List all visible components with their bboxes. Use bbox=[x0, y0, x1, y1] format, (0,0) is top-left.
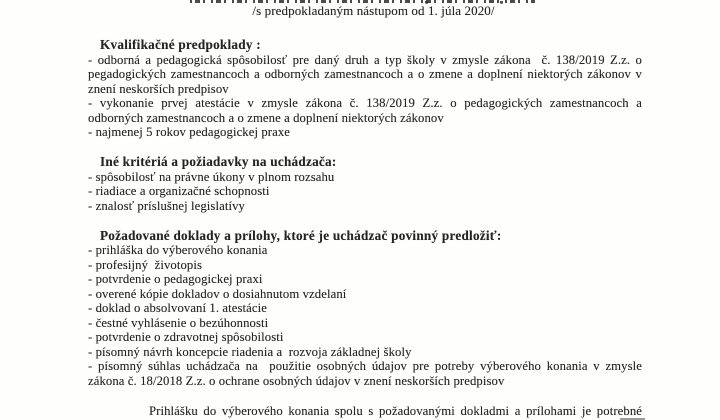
list-item: - overené kópie dokladov o dosiahnutom vzdelaní bbox=[88, 286, 347, 301]
section-heading: Kvalifikačné predpoklady : bbox=[100, 37, 261, 52]
list-item: - písomný súhlas uchádzača na použitie osobných údajov pre potreby výberového konania v zmysle zákona č. 18/2018 Z.z. o ochrane osobných údajov v znení neskorších predpisov bbox=[88, 359, 646, 388]
list-item: - najmenej 5 rokov pedagogickej praxe bbox=[88, 125, 291, 139]
list-item: - profesijný životopis bbox=[88, 257, 203, 272]
list-item: - znalosť príslušnej legislatívy bbox=[88, 198, 245, 213]
list-item: - prihláška do výberového konania bbox=[88, 243, 268, 257]
closing-paragraph: Prihlášku do výberového konania spolu s požadovanými dokladmi a prílohami je potrebné bbox=[149, 404, 642, 418]
list-item: - čestné vyhlásenie o bezúhonnosti bbox=[88, 315, 269, 330]
section-heading: Iné kritériá a požiadavky na uchádzača: bbox=[100, 154, 337, 169]
list-item: - písomný návrh koncepcie riadenia a rozvoja základnej školy bbox=[88, 344, 412, 359]
section-heading: Požadované doklady a prílohy, ktoré je uchádzač povinný predložiť: bbox=[100, 227, 502, 243]
list-item: - vykonanie prvej atestácie v zmysle zákona č. 138/2019 Z.z. o pedagogických zamestnancoch a odborných zamestnancoch a o zmene a doplnení niektorých zákonov bbox=[88, 96, 646, 125]
document-subtitle: /s predpokladaným nástupom od 1. júla 2020/ bbox=[252, 3, 495, 18]
list-item: - potvrdenie o pedagogickej praxi bbox=[88, 272, 263, 286]
clipped-bottom-line-fragment bbox=[620, 418, 645, 420]
document-content bbox=[85, 0, 646, 419]
document-body bbox=[85, 37, 646, 388]
list-item: - doklad o absolvovaní 1. atestácie bbox=[88, 301, 267, 315]
list-item: - spôsobilosť na právne úkony v plnom rozsahu bbox=[88, 169, 335, 184]
list-item: - riadiace a organizačné schopnosti bbox=[88, 184, 270, 198]
list-item: - odborná a pedagogická spôsobilosť pre daný druh a typ školy v zmysle zákona č. 138/2019 Z.z. o pegadogických zamestnancoch a odborných zamestnancoch a o zmene a doplnení niektorých zákonov v znení neskorších predpisov bbox=[88, 52, 646, 96]
list-item: - potvrdenie o zdravotnej spôsobilosti bbox=[88, 330, 284, 344]
